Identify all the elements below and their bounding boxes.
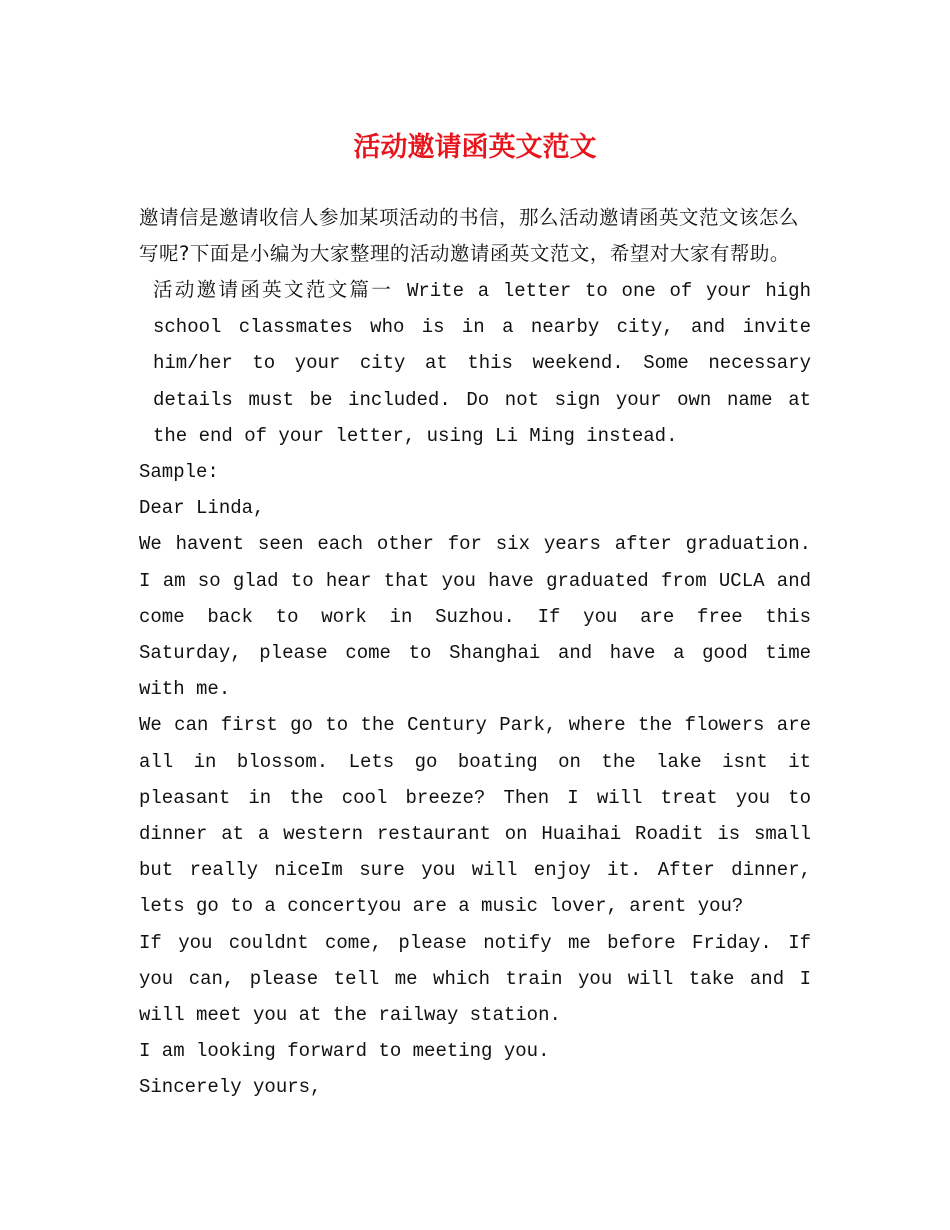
task-paragraph (139, 272, 811, 454)
document-title: 活动邀请函英文范文 (353, 132, 597, 163)
letter-paragraph-1: We havent seen each other for six years after graduation. I am so glad to hear that you have graduated from UCLA and come back to work in Suzhou. If you are free this Saturday, please come to Shanghai and have a good time with me. (139, 533, 811, 701)
letter-paragraph-2: We can first go to the Century Park, where the flowers are all in blossom. Lets go boating on the lake isnt it pleasant in the cool breeze? Then I will treat you to dinner at a western restaurant on Huaihai Roadit is small but really niceIm sure you will enjoy it. After dinner, lets go to a concertyou are a music lover, arent you? (139, 714, 811, 918)
letter-paragraph-4: I am looking forward to meeting you. (139, 1040, 550, 1063)
sample-label: Sample: (139, 461, 219, 484)
task-text: Write a letter to one of your high school classmates who is in a nearby city, and invite him/her to your city at this weekend. Some necessary details must be included. Do not sign your own name at the end of your letter, using Li Ming instead. (153, 280, 811, 447)
section-heading: 活动邀请函英文范文篇一 (153, 278, 394, 301)
intro-paragraph: 邀请信是邀请收信人参加某项活动的书信，那么活动邀请函英文范文该怎么写呢?下面是小编为大家整理的活动邀请函英文范文，希望对大家有帮助。 (139, 206, 800, 265)
letter-paragraph-3: If you couldnt come, please notify me before Friday. If you can, please tell me which train you will take and I will meet you at the railway station. (139, 931, 811, 1027)
letter-salutation: Dear Linda, (139, 497, 265, 520)
letter-closing: Sincerely yours, (139, 1076, 322, 1099)
document-body (139, 200, 811, 1106)
